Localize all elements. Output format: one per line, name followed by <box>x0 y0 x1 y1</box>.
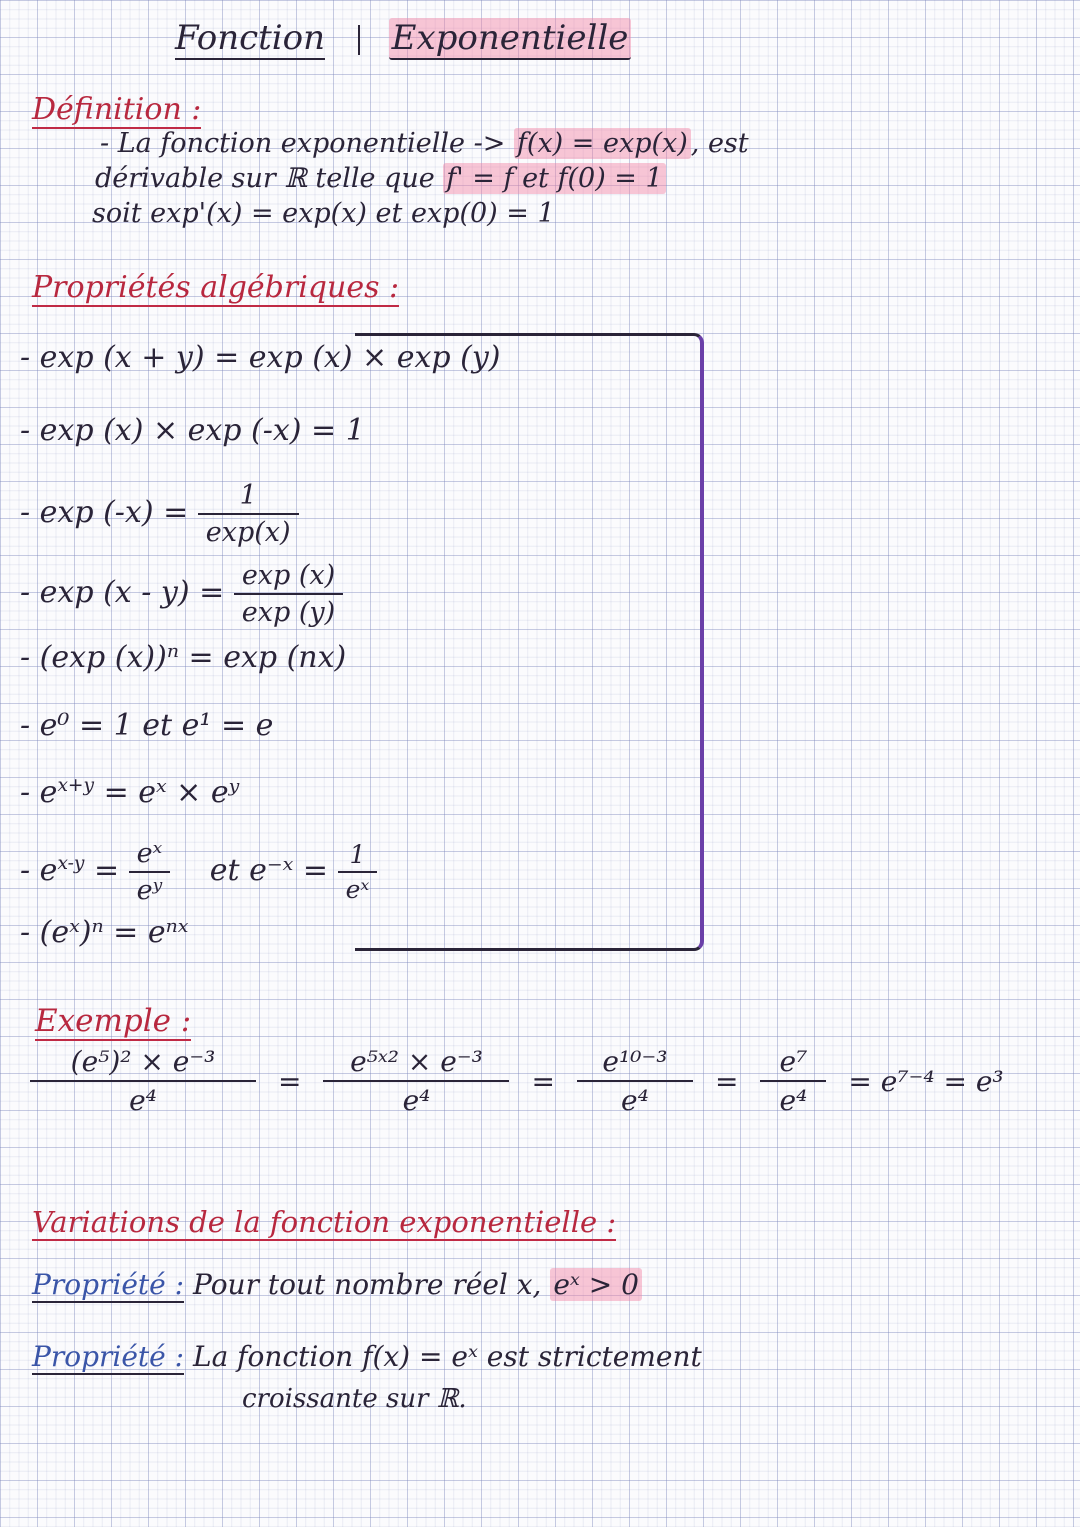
definition-formula-highlight: f(x) = exp(x) <box>514 128 691 159</box>
example-fraction-2 <box>323 1045 509 1117</box>
property-8-numerator: eˣ <box>136 838 163 869</box>
property-4-lhs: - exp (x - y) = <box>20 575 225 610</box>
property-8-base: - e <box>20 853 58 888</box>
properties-frame <box>355 333 704 951</box>
property-3 <box>20 480 299 548</box>
property-positivity-highlight: eˣ > 0 <box>550 1268 642 1301</box>
property-positivity-text: Pour tout nombre réel x, <box>192 1268 551 1301</box>
example-fraction-2-numerator: e⁵ˣ² × e⁻³ <box>350 1045 483 1078</box>
definition-line-1-text: - La fonction exponentielle -> <box>100 128 514 159</box>
property-3-denominator: exp(x) <box>198 513 299 548</box>
property-5: - (exp (x))ⁿ = exp (nx) <box>20 640 347 675</box>
property-1: - exp (x + y) = exp (x) × exp (y) <box>20 340 501 375</box>
example-fraction-1 <box>30 1045 256 1117</box>
property-4-numerator: exp (x) <box>241 560 336 591</box>
properties-heading: Propriétés algébriques : <box>32 270 400 305</box>
definition-heading: Définition : <box>32 92 202 127</box>
property-8-middle: et e⁻ˣ = <box>209 853 329 888</box>
property-increasing-line-2: croissante sur ℝ. <box>242 1384 467 1414</box>
property-2: - exp (x) × exp (-x) = 1 <box>20 413 365 448</box>
property-7 <box>20 775 239 810</box>
definition-line-1 <box>100 128 749 159</box>
property-increasing-label: Propriété : <box>32 1340 185 1373</box>
example-fraction-2-denominator: e⁴ <box>323 1080 509 1117</box>
property-4 <box>20 560 343 628</box>
property-8b-denominator: eˣ <box>338 871 378 904</box>
example-equals-1: = <box>278 1064 302 1098</box>
example-fraction-3-denominator: e⁴ <box>577 1080 693 1117</box>
property-3-lhs: - exp (-x) = <box>20 495 189 530</box>
property-4-fraction <box>234 560 343 628</box>
property-8-fraction <box>129 838 171 906</box>
example-fraction-1-denominator: e⁴ <box>30 1080 256 1117</box>
property-7-exponent: x+y <box>57 775 95 796</box>
property-8b-fraction <box>338 840 378 904</box>
property-8 <box>20 838 377 906</box>
property-8-denominator: eʸ <box>129 871 171 906</box>
example-equals-2: = <box>531 1064 555 1098</box>
page-title <box>175 18 631 58</box>
example-fraction-3-numerator: e¹⁰⁻³ <box>602 1045 668 1078</box>
property-increasing-text: La fonction f(x) = eˣ est strictement <box>192 1340 702 1373</box>
definition-line-2-text: dérivable sur ℝ telle que <box>95 163 444 194</box>
property-increasing <box>32 1340 702 1373</box>
example-fraction-4-denominator: e⁴ <box>760 1080 826 1117</box>
property-7-rhs: = eˣ × eʸ <box>103 775 240 810</box>
title-word-fonction: Fonction <box>175 18 326 58</box>
title-word-exponentielle: Exponentielle <box>389 18 632 60</box>
definition-line-3: soit exp'(x) = exp(x) et exp(0) = 1 <box>92 198 555 229</box>
example-heading: Exemple : <box>35 1003 192 1039</box>
variations-heading: Variations de la fonction exponentielle : <box>32 1205 617 1239</box>
definition-condition-highlight: f' = f et f(0) = 1 <box>443 163 665 194</box>
definition-line-2 <box>95 163 666 194</box>
example-fraction-4-numerator: e⁷ <box>779 1045 808 1078</box>
property-9: - (eˣ)ⁿ = eⁿˣ <box>20 915 189 950</box>
property-8b-numerator: 1 <box>349 840 366 869</box>
property-8-equals: = <box>93 853 120 888</box>
example-computation <box>30 1045 1004 1117</box>
property-6: - e⁰ = 1 et e¹ = e <box>20 708 274 743</box>
property-3-fraction <box>198 480 299 548</box>
property-positivity-label: Propriété : <box>32 1268 185 1301</box>
example-fraction-4 <box>760 1045 826 1117</box>
example-fraction-1-numerator: (e⁵)² × e⁻³ <box>70 1045 216 1078</box>
definition-line-1-end: , est <box>690 128 749 159</box>
title-separator <box>336 25 360 55</box>
property-3-numerator: 1 <box>239 480 257 511</box>
property-8-exponent: x-y <box>57 853 85 874</box>
example-result: = e⁷⁻⁴ = e³ <box>848 1064 1004 1098</box>
example-equals-3: = <box>714 1064 739 1098</box>
property-4-denominator: exp (y) <box>234 593 343 628</box>
property-positivity <box>32 1268 642 1301</box>
example-fraction-3 <box>577 1045 693 1117</box>
property-7-base: - e <box>20 775 58 810</box>
